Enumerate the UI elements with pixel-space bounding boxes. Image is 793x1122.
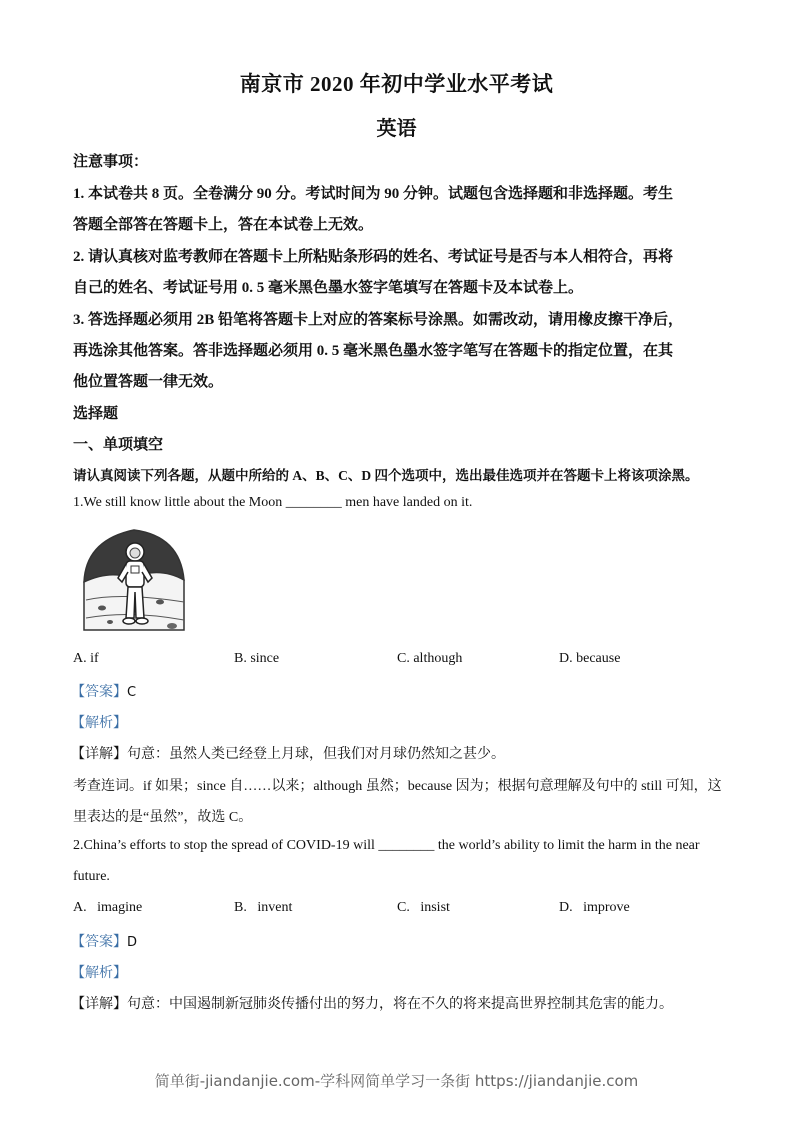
question-2-option-b: B. invent <box>234 900 293 915</box>
section-type: 选择题 <box>73 406 119 422</box>
notice-line-1: 1. 本试卷共 8 页。全卷满分 90 分。考试时间为 90 分钟。试题包含选择题和非选择题。考生 <box>73 186 674 202</box>
astronaut-on-moon-icon <box>80 522 188 634</box>
exam-title: 南京市 2020 年初中学业水平考试 <box>239 72 554 96</box>
question-1-detail-line-1 <box>71 743 505 763</box>
question-1-detail-line-3: 里表达的是“虽然”，故选 C。 <box>73 810 253 825</box>
notice-line-3: 2. 请认真核对监考教师在答题卡上所粘贴条形码的姓名、考试证号是否与本人相符合，再将 <box>73 249 674 265</box>
answer-label: 【答案】 <box>71 935 127 950</box>
subject-title: 英语 <box>376 118 417 140</box>
question-2-detail-line-1 <box>71 993 673 1013</box>
detail-label: 【详解】 <box>71 997 127 1012</box>
section-instruction: 请认真阅读下列各题，从题中所给的 A、B、C、D 四个选项中，选出最佳选项并在答题卡上将该项涂黑。 <box>73 468 699 483</box>
question-1-option-d: D. because <box>559 651 621 666</box>
question-2-option-a: A. imagine <box>73 900 143 915</box>
question-1-option-c: C. although <box>397 651 463 666</box>
answer-label: 【答案】 <box>71 685 127 700</box>
question-1-stem: 1.We still know little about the Moon ________ men have landed on it. <box>73 495 473 510</box>
question-2-stem-line-2: future. <box>73 869 110 884</box>
section-part: 一、单项填空 <box>73 437 164 453</box>
footer-watermark: 简单街-jiandanjie.com-学科网简单学习一条街 https://jiandanjie.com <box>154 1072 639 1090</box>
question-1-option-b: B. since <box>234 651 280 666</box>
notice-line-4: 自己的姓名、考试证号用 0. 5 毫米黑色墨水签字笔填写在答题卡及本试卷上。 <box>73 280 584 296</box>
question-1-option-a: A. if <box>73 651 99 666</box>
question-2-stem-line-1: 2.China’s efforts to stop the spread of COVID-19 will ________ the world’s ability to limit the harm in the near <box>73 838 700 853</box>
astronaut-illustration <box>80 522 188 634</box>
answer-value: D <box>127 935 138 950</box>
question-2-analysis-label: 【解析】 <box>71 966 127 981</box>
detail-label: 【详解】 <box>71 747 127 762</box>
detail-text: 句意：中国遏制新冠肺炎传播付出的努力，将在不久的将来提高世界控制其危害的能力。 <box>127 997 673 1012</box>
question-2-answer <box>71 931 137 951</box>
notice-line-2: 答题全部答在答题卡上，答在本试卷上无效。 <box>73 217 374 233</box>
answer-value: C <box>127 685 137 700</box>
question-1-analysis-label: 【解析】 <box>71 716 127 731</box>
detail-text: 句意：虽然人类已经登上月球，但我们对月球仍然知之甚少。 <box>127 747 505 762</box>
question-2-option-c: C. insist <box>397 900 450 915</box>
notice-line-5: 3. 答选择题必须用 2B 铅笔将答题卡上对应的答案标号涂黑。如需改动，请用橡皮擦干净后， <box>73 312 684 328</box>
notice-line-6: 再选涂其他答案。答非选择题必须用 0. 5 毫米黑色墨水签字笔写在答题卡的指定位置，在其 <box>73 343 674 359</box>
notice-line-7: 他位置答题一律无效。 <box>73 374 224 390</box>
notice-heading: 注意事项： <box>73 154 149 170</box>
question-2-option-d: D. improve <box>559 900 630 915</box>
question-1-answer <box>71 681 136 701</box>
question-1-detail-line-2: 考查连词。if 如果；since 自……以来；although 虽然；because 因为；根据句意理解及句中的 still 可知，这 <box>73 779 722 794</box>
